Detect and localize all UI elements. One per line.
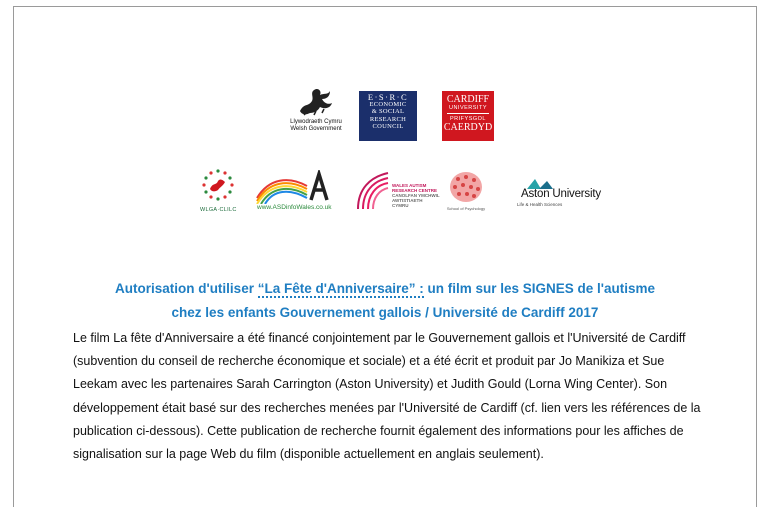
- welsh-government-name: Llywodraeth Cymru: [290, 119, 342, 125]
- cardiff-welsh-sub: PRIFYSGOL: [450, 116, 486, 122]
- aston-name: Aston University: [521, 188, 601, 200]
- wales-autism-line: CANOLFAN YMCHWIL: [392, 193, 440, 198]
- wales-autism-research-centre-logo: [354, 169, 440, 215]
- esrc-line: ECONOMIC: [369, 101, 407, 109]
- wales-autism-line: WALES AUTISM: [392, 183, 427, 188]
- wales-autism-line: AWTISTIAETH CYMRU: [392, 198, 423, 208]
- wlga-logo: [200, 168, 236, 216]
- aston-sub: Life & Health Sciences: [517, 202, 563, 207]
- cardiff-name: CARDIFF: [446, 94, 490, 105]
- asd-info-wales-logo: [255, 170, 331, 216]
- esrc-line: & SOCIAL: [371, 108, 405, 116]
- esrc-line: RESEARCH: [369, 115, 407, 123]
- document-title-line-1: Autorisation d'utiliser “La Fête d'Anniversaire” : un film sur les SIGNES de l'autisme: [114, 281, 656, 296]
- cardiff-university-logo: [442, 91, 494, 141]
- body-paragraph: Le film La fête d'Anniversaire a été financé conjointement par le Gouvernement gallois et l'Université de Cardiff (subvention du conseil de recherche économique et sociale) et a été écrit et produit par Jo Manikiza et Sue Leekam avec les partenaires Sarah Carrington (Aston University) et Judith Gould (Lorna Wing Center). Son développement était basé sur des recherches menées par l'Université de Cardiff (cf. lien vers les références de la publication ci-dessous). Cette publication de recherche fournit également des informations pour les affiches de signalisation sur la page Web du film (disponible actuellement en anglais seulement).: [73, 331, 701, 462]
- esrc-line: COUNCIL: [372, 122, 404, 130]
- cardiff-sub: UNIVERSITY: [448, 105, 487, 111]
- aston-university-logo: [517, 177, 627, 213]
- film-title-link[interactable]: “La Fête d'Anniversaire” :: [257, 281, 424, 296]
- dragon-icon: [296, 85, 336, 119]
- welsh-government-name-en: Welsh Government: [290, 126, 342, 132]
- asd-wales-url: www.ASDinfoWales.co.uk: [257, 204, 332, 211]
- arc-emblem-icon: [354, 169, 394, 213]
- document-title-line-2: chez les enfants Gouvernement gallois / Université de Cardiff 2017: [171, 305, 599, 320]
- rainbow-icon: [255, 170, 331, 204]
- brain-pattern-icon: [442, 169, 490, 205]
- document-page: [13, 6, 757, 507]
- cardiff-welsh-name: CAERDYD: [443, 122, 493, 133]
- wales-autism-line: RESEARCH CENTRE: [392, 188, 438, 193]
- wlga-emblem-icon: [201, 168, 235, 202]
- wlga-label: WLGA·CLILC: [200, 207, 237, 213]
- psychology-label: School of Psychology: [446, 206, 486, 211]
- esrc-logo: [359, 91, 417, 141]
- school-of-psychology-logo: [442, 169, 490, 217]
- esrc-acronym: E·S·R·C: [367, 92, 409, 102]
- welsh-government-logo: [280, 85, 352, 141]
